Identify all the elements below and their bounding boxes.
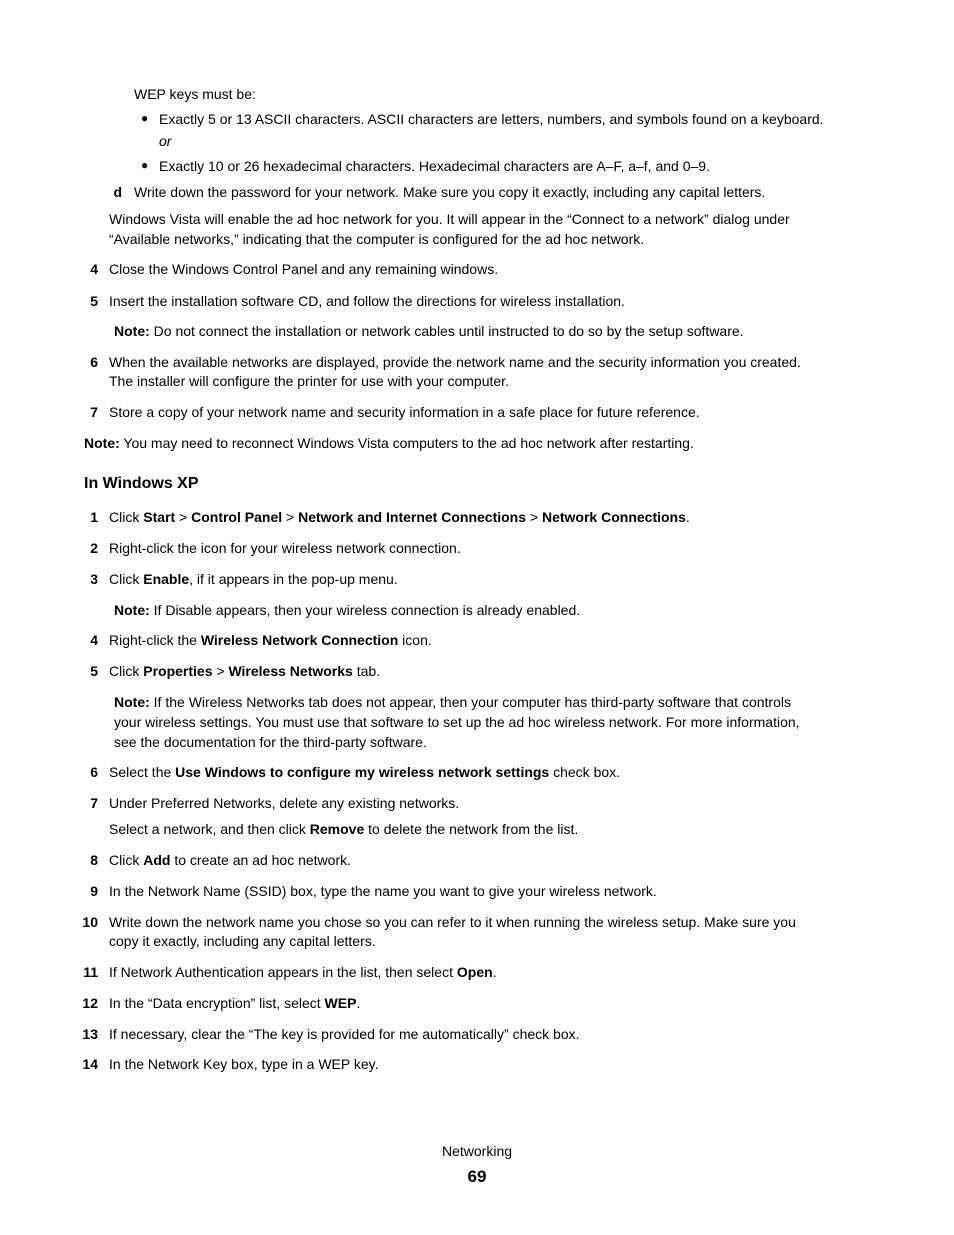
xp-step-9: In the Network Name (SSID) box, type the name you want to give your wireless network.: [109, 883, 657, 899]
step-number: 10: [82, 914, 98, 930]
step-number: 7: [90, 404, 98, 420]
step-number: 13: [82, 1026, 98, 1042]
xp-step-10-line2: copy it exactly, including any capital letters.: [109, 933, 376, 949]
step-number: 11: [83, 964, 98, 980]
xp-step-11: If Network Authentication appears in the list, then select Open.: [109, 964, 497, 980]
xp-step-8: Click Add to create an ad hoc network.: [109, 852, 352, 868]
wep-bullet-2: Exactly 10 or 26 hexadecimal characters. Hexadecimal characters are A–F, a–f, and 0–9.: [159, 158, 710, 174]
step-number: 2: [90, 540, 98, 556]
xp-step-7-detail: Select a network, and then click Remove to delete the network from the list.: [109, 821, 579, 837]
xp-step-5-note-line1: Note: If the Wireless Networks tab does not appear, then your computer has third-party software that controls: [114, 694, 791, 710]
page-number: 69: [467, 1167, 487, 1186]
step-number: 8: [90, 852, 98, 868]
vista-step-6-line2: The installer will configure the printer for use with your computer.: [109, 373, 509, 389]
step-number: 6: [90, 354, 98, 370]
step-d-text: Write down the password for your network. Make sure you copy it exactly, including any capital letters.: [134, 184, 766, 200]
step-number: d: [113, 184, 122, 200]
step-number: 14: [82, 1056, 98, 1072]
xp-step-7: Under Preferred Networks, delete any existing networks.: [109, 795, 460, 811]
xp-step-5-note-line2: your wireless settings. You must use that software to set up the ad hoc wireless network. For more information,: [114, 714, 800, 730]
wep-intro: WEP keys must be:: [134, 86, 256, 102]
xp-step-6: Select the Use Windows to configure my wireless network settings check box.: [109, 764, 621, 780]
step-number: 3: [90, 571, 98, 587]
bullet-icon: ●: [141, 158, 149, 172]
xp-step-3: Click Enable, if it appears in the pop-up menu.: [109, 571, 398, 587]
step-number: 9: [90, 883, 98, 899]
vista-paragraph-line1: Windows Vista will enable the ad hoc network for you. It will appear in the “Connect to a network” dialog under: [109, 211, 790, 227]
step-number: 12: [82, 995, 98, 1011]
xp-step-3-note: Note: If Disable appears, then your wireless connection is already enabled.: [114, 602, 581, 618]
vista-step-5-note: Note: Do not connect the installation or network cables until instructed to do so by the setup software.: [114, 323, 744, 339]
step-number: 5: [90, 663, 98, 679]
vista-step-7: Store a copy of your network name and security information in a safe place for future reference.: [109, 404, 700, 420]
xp-step-5: Click Properties > Wireless Networks tab.: [109, 663, 381, 679]
step-number: 4: [90, 632, 98, 648]
vista-step-5: Insert the installation software CD, and follow the directions for wireless installation.: [109, 293, 625, 309]
xp-step-4: Right-click the Wireless Network Connection icon.: [109, 632, 432, 648]
xp-step-2: Right-click the icon for your wireless network connection.: [109, 540, 461, 556]
footer-section-title: Networking: [441, 1143, 513, 1159]
xp-step-13: If necessary, clear the “The key is provided for me automatically” check box.: [109, 1026, 580, 1042]
xp-step-5-note-line3: see the documentation for the third-party software.: [114, 734, 427, 750]
xp-step-10-line1: Write down the network name you chose so you can refer to it when running the wireless setup. Make sure you: [109, 914, 796, 930]
step-number: 6: [90, 764, 98, 780]
step-number: 1: [90, 509, 98, 525]
vista-paragraph-line2: “Available networks,” indicating that the computer is configured for the ad hoc network.: [109, 231, 645, 247]
xp-step-1: Click Start > Control Panel > Network and Internet Connections > Network Connections.: [109, 509, 690, 525]
vista-step-6-line1: When the available networks are displayed, provide the network name and the security information you created.: [109, 354, 801, 370]
step-number: 5: [90, 293, 98, 309]
wep-bullet-1: Exactly 5 or 13 ASCII characters. ASCII characters are letters, numbers, and symbols found on a keyboard.: [159, 111, 824, 127]
bullet-icon: ●: [141, 111, 149, 125]
section-heading: In Windows XP: [84, 475, 199, 492]
vista-step-4: Close the Windows Control Panel and any remaining windows.: [109, 261, 499, 277]
xp-step-12: In the “Data encryption” list, select WEP.: [109, 995, 361, 1011]
step-number: 4: [90, 261, 98, 277]
xp-step-14: In the Network Key box, type in a WEP key.: [109, 1056, 379, 1072]
wep-or: or: [159, 133, 172, 149]
step-number: 7: [90, 795, 98, 811]
vista-note: Note: You may need to reconnect Windows Vista computers to the ad hoc network after restarting.: [84, 435, 694, 451]
